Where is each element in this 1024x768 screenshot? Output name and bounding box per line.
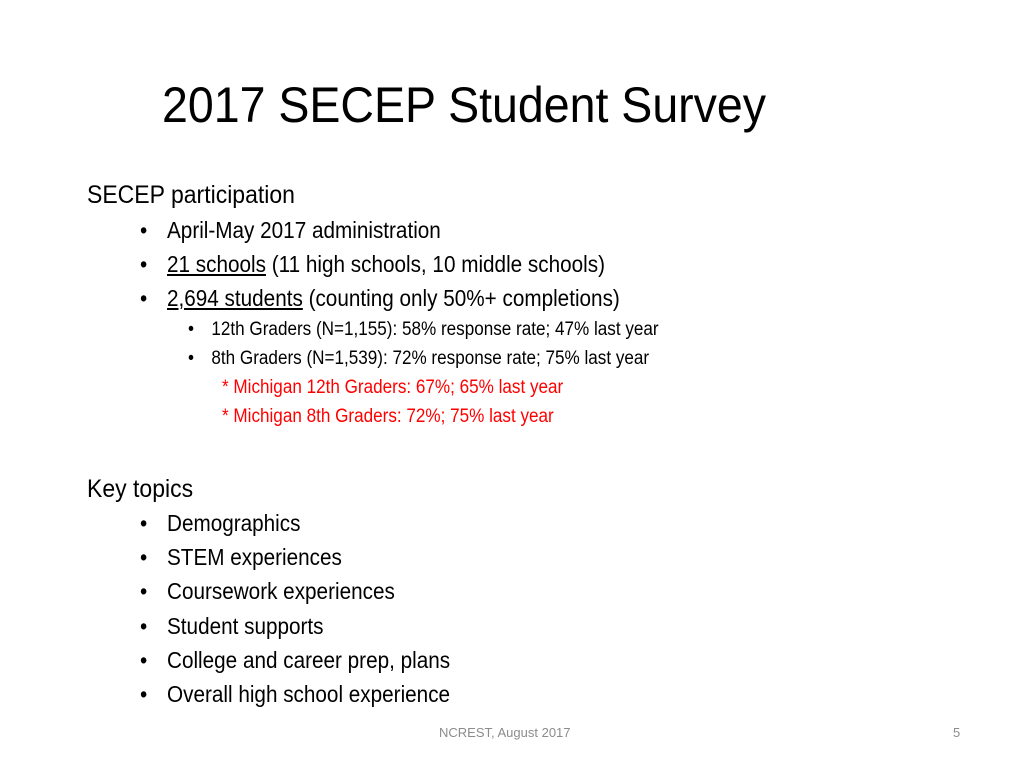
- bullet-icon: •: [140, 578, 148, 604]
- bullet-students: [140, 287, 620, 310]
- bullet-icon: •: [188, 348, 194, 369]
- footer-source: NCREST, August 2017: [439, 725, 571, 740]
- section-heading-participation: SECEP participation: [87, 181, 295, 209]
- bullet-schools: [140, 253, 605, 276]
- underlined-text: 2,694 students: [167, 285, 303, 311]
- bullet-text: 12th Graders (N=1,155): 58% response rate; 47% last year: [211, 319, 659, 340]
- bullet-text: STEM experiences: [167, 544, 342, 570]
- topic-item: [140, 580, 395, 603]
- page-number: 5: [953, 725, 961, 740]
- bullet-icon: •: [140, 510, 148, 536]
- topic-item: [140, 615, 324, 638]
- slide-title: 2017 SECEP Student Survey: [162, 77, 767, 133]
- bullet-administration: [140, 219, 441, 242]
- topic-item: [140, 649, 450, 672]
- note-michigan-12th: * Michigan 12th Graders: 67%; 65% last year: [222, 377, 564, 398]
- section-heading-key-topics: Key topics: [87, 475, 194, 503]
- bullet-text: Demographics: [167, 510, 301, 536]
- bullet-text: 8th Graders (N=1,539): 72% response rate; 75% last year: [211, 348, 650, 369]
- bullet-text: College and career prep, plans: [167, 647, 451, 673]
- bullet-icon: •: [140, 251, 148, 277]
- bullet-text: April-May 2017 administration: [167, 217, 441, 243]
- topic-item: [140, 512, 300, 535]
- topic-item: [140, 683, 450, 706]
- underlined-text: 21 schools: [167, 251, 266, 277]
- bullet-icon: •: [140, 544, 148, 570]
- subbullet-12th: [188, 320, 659, 339]
- bullet-icon: •: [140, 285, 148, 311]
- bullet-text: Coursework experiences: [167, 578, 395, 604]
- bullet-icon: •: [140, 217, 148, 243]
- bullet-icon: •: [140, 647, 148, 673]
- bullet-icon: •: [140, 681, 148, 707]
- bullet-text: Student supports: [167, 613, 324, 639]
- bullet-text: Overall high school experience: [167, 681, 451, 707]
- subbullet-8th: [188, 349, 649, 368]
- bullet-text: (11 high schools, 10 middle schools): [265, 251, 606, 277]
- bullet-icon: •: [140, 613, 148, 639]
- note-michigan-8th: * Michigan 8th Graders: 72%; 75% last year: [222, 406, 554, 427]
- topic-item: [140, 546, 342, 569]
- bullet-icon: •: [188, 319, 194, 340]
- bullet-text: (counting only 50%+ completions): [302, 285, 620, 311]
